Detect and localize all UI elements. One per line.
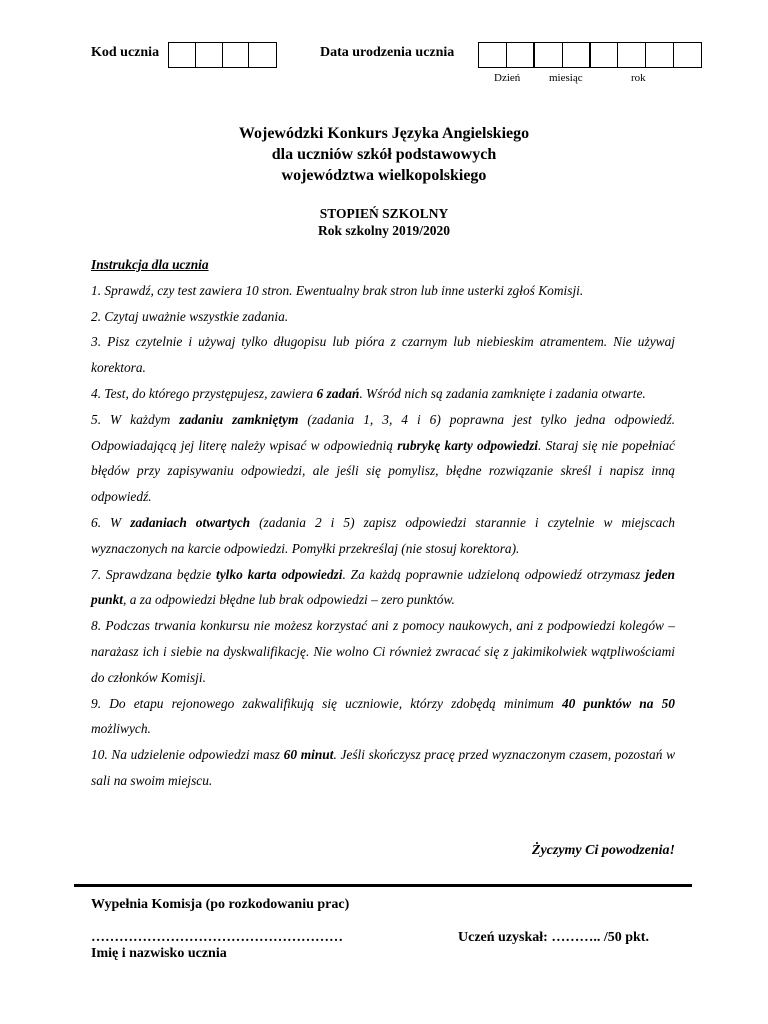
month-box[interactable] <box>563 43 591 67</box>
year-box[interactable] <box>591 43 619 67</box>
good-luck-wish: Życzymy Ci powodzenia! <box>531 843 675 858</box>
year-box[interactable] <box>618 43 646 67</box>
dzien-label: Dzień <box>494 72 521 84</box>
kod-box[interactable] <box>169 43 196 67</box>
rok-label: rok <box>631 72 646 84</box>
title-line-2: dla uczniów szkół podstawowych <box>271 146 497 163</box>
kod-box[interactable] <box>196 43 223 67</box>
instruction-1: 1. Sprawdź, czy test zawiera 10 stron. Ewentualny brak stron lub inne usterki zgłoś Komisji. <box>91 282 584 298</box>
miesiac-label: miesiąc <box>549 72 583 84</box>
month-box[interactable] <box>535 43 563 67</box>
kod-ucznia-label: Kod ucznia <box>91 45 160 60</box>
kod-ucznia-boxes[interactable] <box>168 42 277 68</box>
instruction-6: 6. W zadaniach otwartych (zadania 2 i 5) zapisz odpowiedzi starannie i czytelnie w miejscach wyznaczonych na karcie odpowiedzi. Pomyłki przekreślaj (nie stosuj korektora). <box>91 514 675 556</box>
instruction-4: 4. Test, do którego przystępujesz, zawiera 6 zadań. Wśród nich są zadania zamknięte i zadania otwarte. <box>91 385 646 401</box>
instruction-8: 8. Podczas trwania konkursu nie możesz korzystać ani z pomocy naukowych, ani z podpowiedzi kolegów – narażasz ich i siebie na dyskwalifikację. Nie wolno Ci również zwracać się z jakimikolwiek wątpliwościami do członków Komisji. <box>91 618 675 685</box>
title-line-1: Wojewódzki Konkurs Języka Angielskiego <box>238 125 530 142</box>
day-box[interactable] <box>479 43 507 67</box>
stage-label: STOPIEŃ SZKOLNY <box>319 206 449 221</box>
name-dots-field[interactable]: ……………………………………………… <box>91 930 343 945</box>
data-urodzenia-label: Data urodzenia ucznia <box>320 45 455 60</box>
instruction-10: 10. Na udzielenie odpowiedzi masz 60 minut. Jeśli skończysz pracę przed wyznaczonym czasem, pozostań w sali na swoim miejscu. <box>91 747 675 788</box>
instruction-3: 3. Pisz czytelnie i używaj tylko długopisu lub pióra z czarnym lub niebieskim atramentem. Nie używaj korektora. <box>91 334 675 376</box>
name-label: Imię i nazwisko ucznia <box>91 946 227 961</box>
day-box[interactable] <box>507 43 535 67</box>
komisja-label: Wypełnia Komisja (po rozkodowaniu prac) <box>91 897 350 912</box>
section-divider <box>74 884 692 887</box>
instruction-2: 2. Czytaj uważnie wszystkie zadania. <box>91 308 289 324</box>
title-line-3: województwa wielkopolskiego <box>281 167 487 184</box>
instructions-heading: Instrukcja dla ucznia <box>91 257 209 272</box>
instruction-5: 5. W każdym zadaniu zamkniętym (zadania 1, 3, 4 i 6) poprawna jest tylko jedna odpowiedź. Odpowiadającą jej literę należy wpisać w odpowiednią rubrykę karty odpowiedzi. Staraj się nie popełniać błędów przy zapisywaniu odpowiedzi, ale jeśli się pomylisz, błędne rozwiązanie skreśl i napisz inną odpowiedź. <box>91 411 675 505</box>
year-box[interactable] <box>646 43 674 67</box>
kod-box[interactable] <box>249 43 276 67</box>
school-year: Rok szkolny 2019/2020 <box>317 223 451 238</box>
score-field[interactable]: Uczeń uzyskał: ……….. /50 pkt. <box>458 930 649 945</box>
instruction-9: 9. Do etapu rejonowego zakwalifikują się uczniowie, którzy zdobędą minimum 40 punktów na 50 możliwych. <box>91 695 675 737</box>
data-urodzenia-boxes[interactable] <box>478 42 702 68</box>
instructions <box>91 252 675 794</box>
kod-box[interactable] <box>223 43 250 67</box>
year-box[interactable] <box>674 43 701 67</box>
instruction-7: 7. Sprawdzana będzie tylko karta odpowiedzi. Za każdą poprawnie udzieloną odpowiedź otrzymasz jeden punkt, a za odpowiedzi błędne lub brak odpowiedzi – zero punktów. <box>91 566 675 608</box>
